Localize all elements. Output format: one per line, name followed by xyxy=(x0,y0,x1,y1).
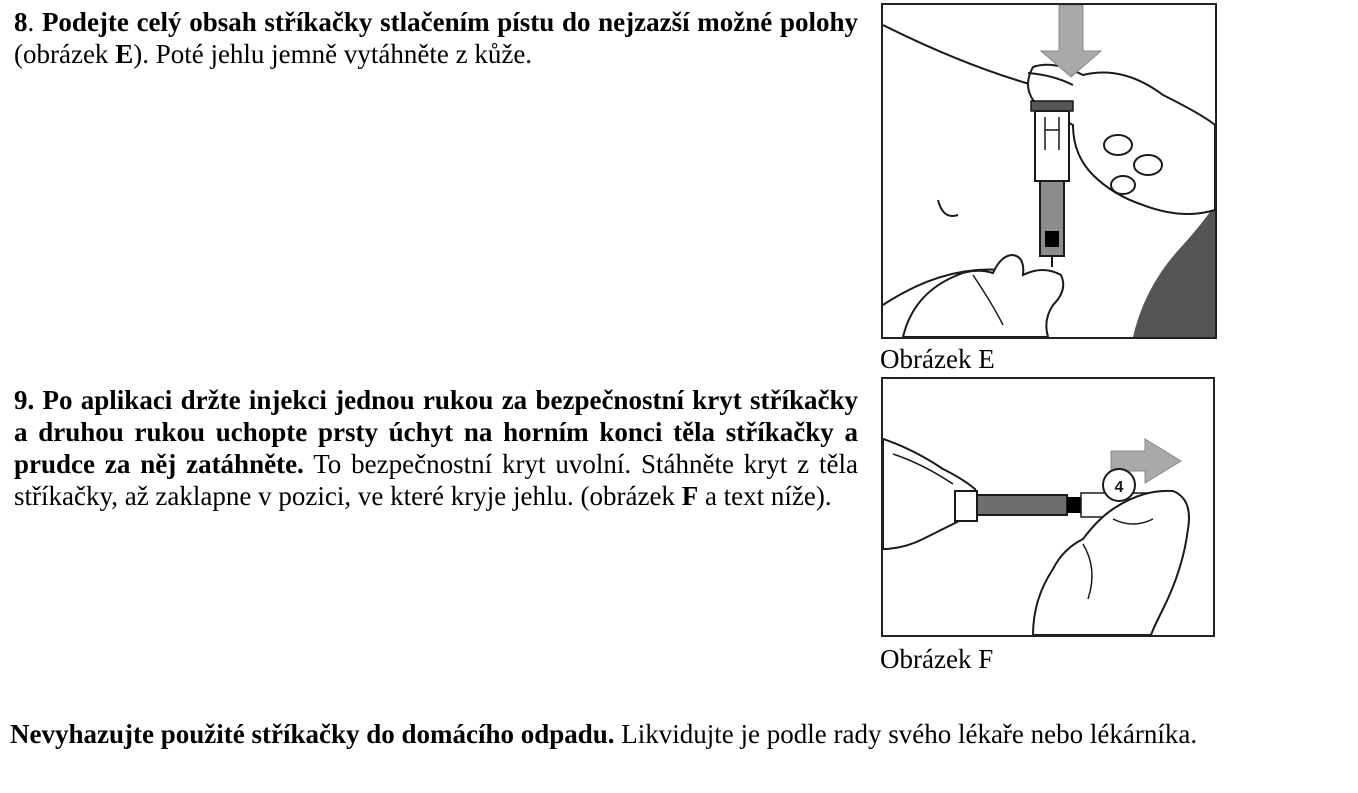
step-8-number: 8 xyxy=(14,7,28,37)
figure-e-image xyxy=(881,3,1217,339)
skin-contour-icon xyxy=(883,25,1033,85)
figure-f-caption: Obrázek F xyxy=(880,644,994,674)
injection-illustration xyxy=(883,5,1215,337)
skin-fold-icon xyxy=(938,200,958,216)
syringe-end-icon xyxy=(955,491,977,521)
disposal-bold-text: Nevyhazujte použité stříkačky do domácího odpadu. xyxy=(10,719,615,749)
stopper-icon xyxy=(1067,497,1081,513)
syringe-guard-icon xyxy=(1035,111,1069,181)
step-marker-label: 4 xyxy=(1114,479,1124,496)
stopper-icon xyxy=(1045,231,1059,247)
step-9-text-1: To bezpečnostní kryt uvolní. Stáhněte kryt z těla stříkačky, až zaklapne v pozici, ve které kryje jehlu. (obrázek xyxy=(14,449,858,511)
lower-hand-icon xyxy=(903,255,1063,337)
syringe-barrel-icon xyxy=(977,495,1067,515)
step-8-separator: . xyxy=(27,7,42,37)
disposal-text: Likvidujte je podle rady svého lékaře nebo lékárníka. xyxy=(614,719,1198,749)
step-9-figure-ref: F xyxy=(681,481,699,511)
figure-f-image xyxy=(881,377,1215,637)
disposal-note xyxy=(10,718,1348,750)
step-9-instruction xyxy=(14,384,858,512)
shadow-shape xyxy=(1133,205,1215,337)
step-8-instruction xyxy=(14,6,858,70)
step-8-text-1: (obrázek xyxy=(14,39,116,69)
step-9-text-2: a text níže). xyxy=(698,481,832,511)
plunger-head-icon xyxy=(1031,101,1073,111)
guard-release-illustration xyxy=(883,379,1213,635)
step-8-bold-text: Podejte celý obsah stříkačky stlačením pístu do nejzazší možné polohy xyxy=(41,7,858,37)
step-8-figure-ref: E xyxy=(115,39,134,69)
step-8-text-2: ). Poté jehlu jemně vytáhněte z kůže. xyxy=(133,39,533,69)
step-9-bold-text: 9. Po aplikaci držte injekci jednou rukou za bezpečnostní kryt stříkačky a druhou rukou uchopte prsty úchyt na horním konci těla stříkačky a prudce za něj zatáhněte. xyxy=(14,385,858,479)
figure-e-caption: Obrázek E xyxy=(880,344,995,374)
